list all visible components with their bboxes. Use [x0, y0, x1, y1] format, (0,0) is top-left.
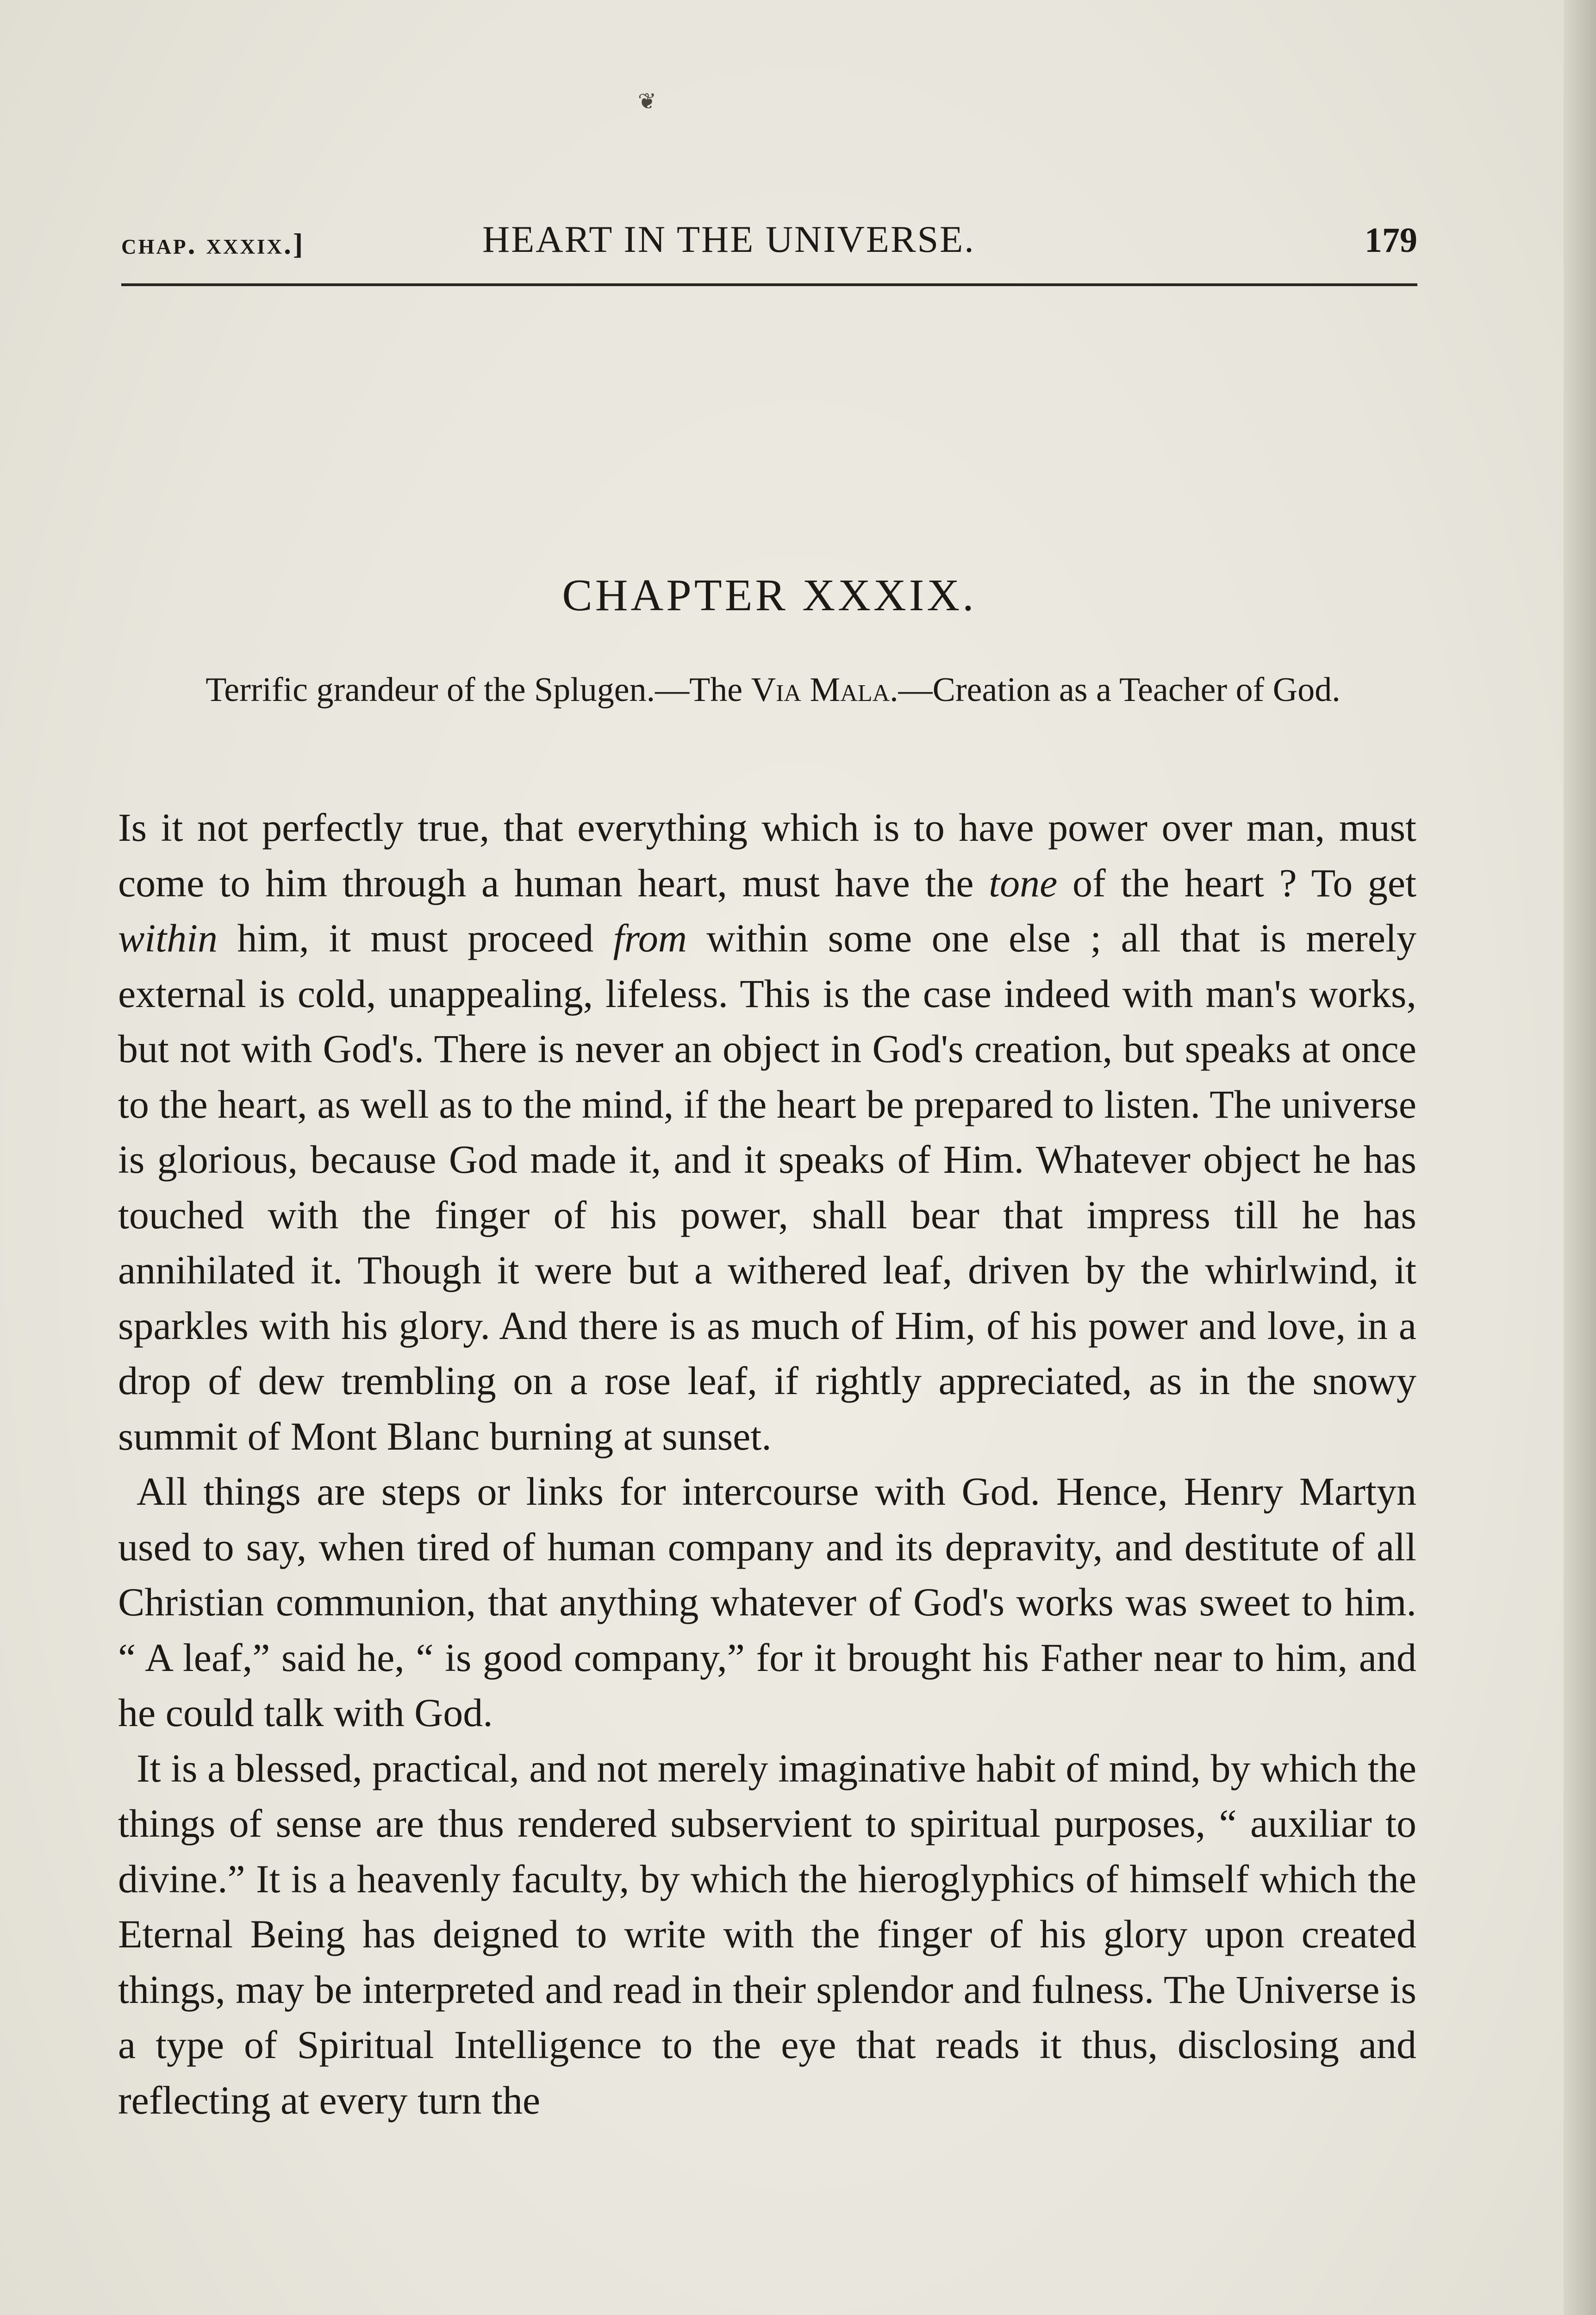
- chapter-summary: [176, 667, 1370, 713]
- paragraph-1-part-c: him, it must proceed: [218, 916, 613, 960]
- paragraph-1-part-b: of the heart ? To get: [1057, 860, 1417, 905]
- page-number: 179: [1365, 221, 1417, 260]
- paragraph-1-part-a: Is it not perfectly true, that everything which is to have power over man, must come to him through a human heart, must have the: [118, 805, 1416, 905]
- emphasis-from: from: [613, 916, 687, 960]
- running-header: [121, 218, 1417, 273]
- summary-via-mala: Via Mala: [751, 671, 890, 709]
- paragraph-1-part-d: within some one else ; all that is merely external is cold, unappealing, lifeless. This is the case indeed with man's works, but not with God's. There is never an object in God's creation, but speaks at once to the heart, as well as to the mind, if the heart be prepared to listen. The universe is glorious, because God made it, and it speaks of Him. Whatever object he has touched with the finger of his power, shall bear that impress till he has annihilated it. Though it were but a withered leaf, driven by the whirlwind, it sparkles with his glory. And there is as much of Him, of his power and love, in a drop of dew trembling on a rose leaf, if rightly appreciated, as in the snowy summit of Mont Blanc burning at sunset.: [118, 916, 1416, 1458]
- chapter-title: CHAPTER XXXIX.: [562, 570, 977, 620]
- page-binding-edge: [1564, 0, 1596, 2315]
- ornament-mark: ❦: [637, 89, 657, 114]
- emphasis-within: within: [118, 916, 218, 960]
- paragraph-1: [118, 800, 1416, 1464]
- header-chapter-ref: chap. xxxix.]: [121, 227, 305, 260]
- paragraph-3: It is a blessed, practical, and not merely imaginative habit of mind, by which the things of sense are thus rendered subservient to spiritual purposes, “ auxiliar to divine.” It is a heavenly faculty, by which the hieroglyphics of himself which the Eternal Being has deigned to write with the finger of his glory upon created things, may be interpreted and read in their splendor and fulness. The Universe is a type of Spiritual Intelligence to the eye that reads it thus, disclosing and reflecting at every turn the: [118, 1746, 1416, 2122]
- emphasis-tone: tone: [989, 860, 1058, 905]
- summary-part-b: .—Creation as a Teacher of God.: [890, 671, 1340, 709]
- paragraph-2: All things are steps or links for intercourse with God. Hence, Henry Martyn used to say, when tired of human company and its depravity, and destitute of all Christian communion, that anything whatever of God's works was sweet to him. “ A leaf,” said he, “ is good company,” for it brought his Father near to him, and he could talk with God.: [118, 1469, 1416, 1735]
- header-rule: [121, 283, 1417, 286]
- body-text: [118, 800, 1416, 2128]
- header-title: HEART IN THE UNIVERSE.: [482, 218, 975, 260]
- summary-part-a: Terrific grandeur of the Splugen.—The: [206, 671, 751, 709]
